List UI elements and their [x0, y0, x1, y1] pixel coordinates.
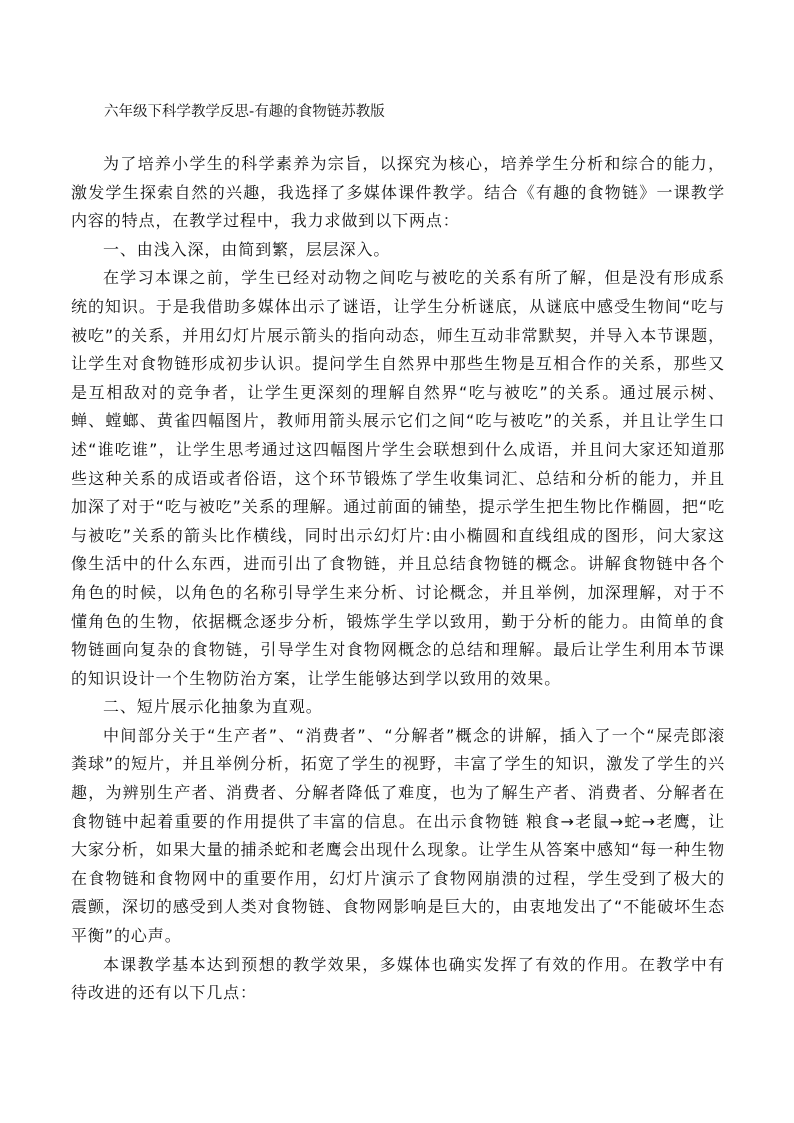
paragraph-section-two-body: 中间部分关于“生产者”、“消费者”、“分解者”概念的讲解，插入了一个“屎壳郎滚粪球”的短片，并且举例分析，拓宽了学生的视野，丰富了学生的知识，激发了学生的兴趣，为辨别生产者、消费者、分解者降低了难度，也为了解生产者、消费者、分解者在食物链中起着重要的作用提供了丰富的信息。在出示食物链 粮食→老鼠→蛇→老鹰，让大家分析，如果大量的捕杀蛇和老鹰会出现什么现象。让学生从答案中感知“每一种生物在食物链和食物网中的重要作用，幻灯片演示了食物网崩溃的过程，学生受到了极大的震颤，深切的感受到人类对食物链、食物网影响是巨大的，由衷地发出了“不能破坏生态平衡”的心声。	[71, 725, 725, 946]
paragraph-section-one-body: 在学习本课之前，学生已经对动物之间吃与被吃的关系有所了解，但是没有形成系统的知识。于是我借助多媒体出示了谜语，让学生分析谜底，从谜底中感受生物间“吃与被吃”的关系，并用幻灯片展示箭头的指向动态，师生互动非常默契，并导入本节课题，让学生对食物链形成初步认识。提问学生自然界中那些生物是互相合作的关系，那些又是互相敌对的竞争者，让学生更深刻的理解自然界“吃与被吃”的关系。通过展示树、蝉、螳螂、黄雀四幅图片，教师用箭头展示它们之间“吃与被吃”的关系，并且让学生口述“谁吃谁”，让学生思考通过这四幅图片学生会联想到什么成语，并且问大家还知道那些这种关系的成语或者俗语，这个环节锻炼了学生收集词汇、总结和分析的能力，并且加深了对于“吃与被吃”关系的理解。通过前面的铺垫，提示学生把生物比作椭圆，把“吃与被吃”关系的箭头比作横线，同时出示幻灯片:由小椭圆和直线组成的图形，问大家这像生活中的什么东西，进而引出了食物链，并且总结食物链的概念。讲解食物链中各个角色的时候，以角色的名称引导学生来分析、讨论概念，并且举例，加深理解，对于不懂角色的生物，依据概念逐步分析，锻炼学生学以致用，勤于分析的能力。由简单的食物链画向复杂的食物链，引导学生对食物网概念的总结和理解。最后让学生利用本节课的知识设计一个生物防治方案，让学生能够达到学以致用的效果。	[71, 268, 725, 688]
paragraph-intro: 为了培养小学生的科学素养为宗旨，以探究为核心，培养学生分析和综合的能力，激发学生探索自然的兴趣，我选择了多媒体课件教学。结合《有趣的食物链》一课教学内容的特点，在教学过程中，我力求做到以下两点：	[71, 154, 725, 231]
document-title: 六年级下科学教学反思-有趣的食物链苏教版	[104, 104, 385, 120]
paragraph-heading-two: 二、短片展示化抽象为直观。	[103, 697, 323, 717]
paragraph-heading-one: 一、由浅入深，由简到繁，层层深入。	[103, 239, 391, 259]
paragraph-conclusion: 本课教学基本达到预想的教学效果，多媒体也确实发挥了有效的作用。在教学中有待改进的还有以下几点：	[71, 954, 725, 1003]
document-body	[71, 150, 725, 1008]
